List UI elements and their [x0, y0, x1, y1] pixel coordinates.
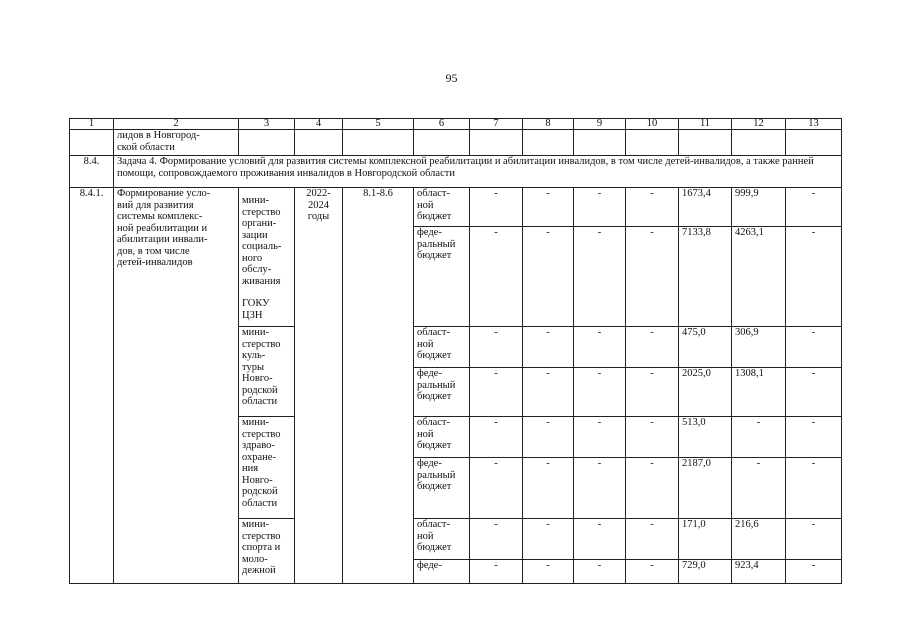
- value-cell: -: [626, 188, 679, 227]
- executor-name: ГОКУ ЦЗН: [242, 298, 270, 321]
- item-period: 2022- 2024 годы: [295, 188, 343, 584]
- column-header: 9: [574, 119, 626, 130]
- value-cell: -: [626, 519, 679, 560]
- value-cell: 216,6: [732, 519, 786, 560]
- value-cell: -: [470, 188, 523, 227]
- continuation-text: лидов в Новгород- ской области: [114, 130, 239, 156]
- column-header: 3: [239, 119, 295, 130]
- funding-source: феде- ральный бюджет: [414, 458, 470, 519]
- value-cell: -: [470, 368, 523, 417]
- value-cell: -: [626, 458, 679, 519]
- value-cell: -: [574, 519, 626, 560]
- column-header: 1: [70, 119, 114, 130]
- value-cell: -: [574, 368, 626, 417]
- value-cell: -: [732, 417, 786, 458]
- value-cell: -: [470, 417, 523, 458]
- column-header: 10: [626, 119, 679, 130]
- value-cell: -: [574, 417, 626, 458]
- value-cell: -: [574, 188, 626, 227]
- continuation-row: [70, 130, 842, 156]
- value-cell: -: [626, 227, 679, 327]
- executor-name: мини- стерство здраво- охране- ния Новго- родской области: [239, 417, 295, 519]
- column-header: 5: [343, 119, 414, 130]
- task-row: [70, 156, 842, 188]
- value-cell: -: [470, 560, 523, 584]
- value-cell: -: [523, 227, 574, 327]
- value-cell: -: [470, 227, 523, 327]
- column-number-row: [70, 119, 842, 130]
- funding-source: феде-: [414, 560, 470, 584]
- column-header: 11: [679, 119, 732, 130]
- value-cell: -: [626, 417, 679, 458]
- value-cell: 2187,0: [679, 458, 732, 519]
- value-cell: -: [523, 327, 574, 368]
- column-header: 2: [114, 119, 239, 130]
- item-name: Формирование усло- вий для развития системы комплекс- ной реабилитации и абилитации инвали- дов, в том числе детей-инвалидов: [114, 188, 239, 584]
- value-cell: -: [626, 560, 679, 584]
- value-cell: 1308,1: [732, 368, 786, 417]
- value-cell: -: [786, 560, 842, 584]
- task-text: Задача 4. Формирование условий для развития системы комплексной реабилитации и абилитации инвалидов, в том числе детей-инвалидов, а также ранней помощи, сопровождаемого проживания инвалидов в Новгородской области: [114, 156, 842, 188]
- task-code: 8.4.: [70, 156, 114, 188]
- value-cell: 999,9: [732, 188, 786, 227]
- column-header: 8: [523, 119, 574, 130]
- value-cell: -: [523, 368, 574, 417]
- value-cell: -: [786, 417, 842, 458]
- value-cell: -: [786, 327, 842, 368]
- value-cell: -: [523, 519, 574, 560]
- column-header: 13: [786, 119, 842, 130]
- value-cell: 475,0: [679, 327, 732, 368]
- funding-source: област- ной бюджет: [414, 519, 470, 560]
- executor-name: мини- стерство спорта и моло- дежной: [239, 519, 295, 584]
- executor-cell: [239, 188, 295, 327]
- funding-source: феде- ральный бюджет: [414, 368, 470, 417]
- item-code: 8.4.1.: [70, 188, 114, 584]
- value-cell: -: [574, 560, 626, 584]
- value-cell: -: [523, 560, 574, 584]
- value-cell: -: [470, 519, 523, 560]
- column-header: 4: [295, 119, 343, 130]
- value-cell: 2025,0: [679, 368, 732, 417]
- value-cell: -: [786, 458, 842, 519]
- value-cell: 923,4: [732, 560, 786, 584]
- table-row: [70, 188, 842, 227]
- funding-source: област- ной бюджет: [414, 327, 470, 368]
- value-cell: -: [470, 458, 523, 519]
- column-header: 7: [470, 119, 523, 130]
- value-cell: -: [786, 368, 842, 417]
- value-cell: -: [574, 227, 626, 327]
- value-cell: 171,0: [679, 519, 732, 560]
- page-number: 95: [445, 71, 458, 85]
- item-targets: 8.1-8.6: [343, 188, 414, 584]
- value-cell: -: [786, 227, 842, 327]
- value-cell: 729,0: [679, 560, 732, 584]
- value-cell: -: [786, 188, 842, 227]
- value-cell: -: [786, 519, 842, 560]
- value-cell: -: [732, 458, 786, 519]
- value-cell: 4263,1: [732, 227, 786, 327]
- value-cell: -: [470, 327, 523, 368]
- value-cell: -: [626, 368, 679, 417]
- column-header: 12: [732, 119, 786, 130]
- value-cell: -: [574, 327, 626, 368]
- value-cell: -: [523, 417, 574, 458]
- value-cell: 306,9: [732, 327, 786, 368]
- value-cell: 7133,8: [679, 227, 732, 327]
- program-table: [69, 118, 842, 584]
- value-cell: -: [626, 327, 679, 368]
- value-cell: -: [574, 458, 626, 519]
- column-header: 6: [414, 119, 470, 130]
- funding-source: феде- ральный бюджет: [414, 227, 470, 327]
- funding-source: област- ной бюджет: [414, 417, 470, 458]
- executor-name: мини- стерство куль- туры Новго- родской области: [239, 327, 295, 417]
- value-cell: 513,0: [679, 417, 732, 458]
- executor-name: мини- стерство органи- зации социаль- ного обслу- живания: [242, 195, 282, 287]
- value-cell: -: [523, 188, 574, 227]
- value-cell: -: [523, 458, 574, 519]
- funding-source: област- ной бюджет: [414, 188, 470, 227]
- value-cell: 1673,4: [679, 188, 732, 227]
